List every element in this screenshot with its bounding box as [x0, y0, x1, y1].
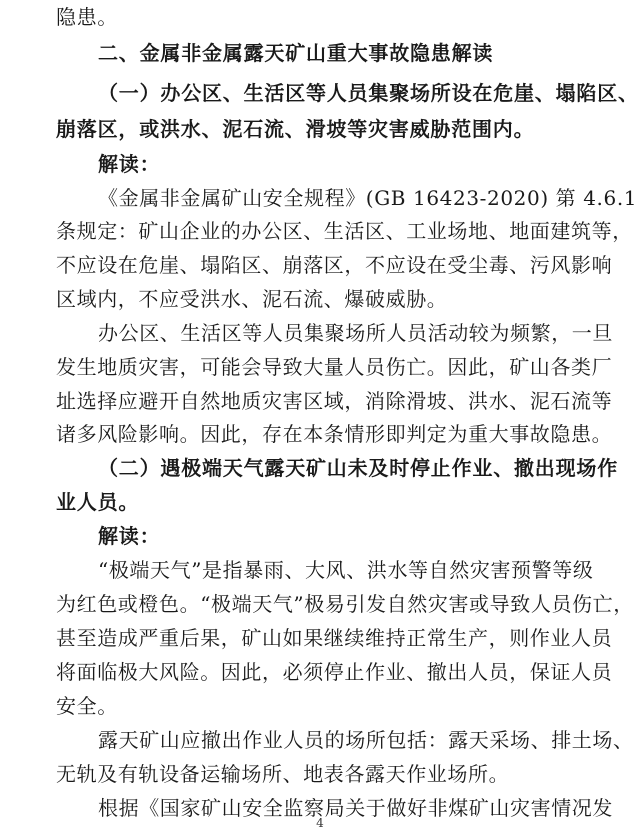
text-line: 无轨及有轨设备运输场所、地表各露天作业场所。	[56, 762, 510, 786]
text-line: “极端天气”是指暴雨、大风、洪水等自然灾害预警等级	[98, 558, 594, 582]
text-line: 隐患。	[56, 5, 118, 29]
text-line: 址选择应避开自然地质灾害区域，消除滑坡、洪水、泥石流等	[56, 389, 613, 413]
text-line: 办公区、生活区等人员集聚场所人员活动较为频繁，一旦	[98, 321, 613, 345]
item-heading: （一）办公区、生活区等人员集聚场所设在危崖、塌陷区、	[98, 81, 639, 105]
section-heading: 二、金属非金属露天矿山重大事故隐患解读	[98, 41, 494, 65]
text-line: 诸多风险影响。因此，存在本条情形即判定为重大事故隐患。	[56, 422, 613, 446]
interpretation-label: 解读：	[98, 152, 161, 176]
text-line: 不应设在危崖、塌陷区、崩落区，不应设在受尘毒、污风影响	[56, 253, 613, 277]
text-line: 发生地质灾害，可能会导致大量人员伤亡。因此，矿山各类厂	[56, 355, 613, 379]
text-line: 将面临极大风险。因此，必须停止作业、撤出人员，保证人员	[56, 660, 613, 684]
page-number: 4	[316, 816, 324, 830]
text-line: 为红色或橙色。“极端天气”极易引发自然灾害或导致人员伤亡，	[56, 592, 634, 616]
item-heading: （二）遇极端天气露天矿山未及时停止作业、撤出现场作	[98, 456, 618, 480]
item-heading: 业人员。	[56, 490, 140, 514]
text-line: 条规定：矿山企业的办公区、生活区、工业场地、地面建筑等，	[56, 219, 633, 243]
item-heading: 崩落区，或洪水、泥石流、滑坡等灾害威胁范围内。	[56, 117, 535, 141]
interpretation-label: 解读：	[98, 524, 161, 548]
text-line: 《金属非金属矿山安全规程》(GB 16423-2020) 第 4.6.1	[98, 186, 638, 210]
text-line: 露天矿山应撤出作业人员的场所包括：露天采场、排土场、	[98, 728, 634, 752]
text-line: 安全。	[56, 694, 118, 718]
text-line: 甚至造成严重后果，矿山如果继续维持正常生产，则作业人员	[56, 626, 613, 650]
text-line: 根据《国家矿山安全监察局关于做好非煤矿山灾害情况发	[98, 796, 613, 820]
text-line: 区域内，不应受洪水、泥石流、爆破威胁。	[56, 287, 448, 311]
